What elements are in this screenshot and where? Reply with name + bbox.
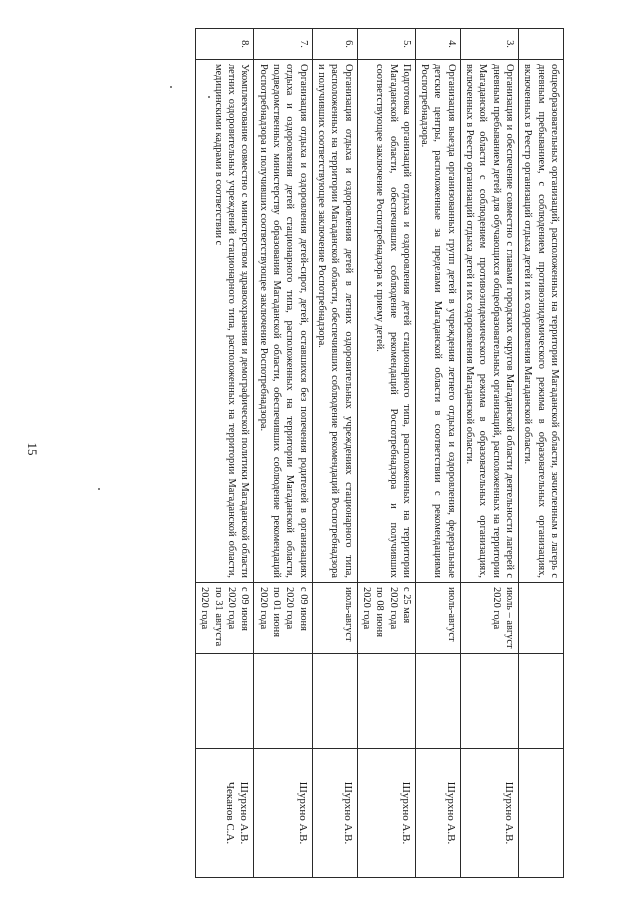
event-description: Организация отдыха и оздоровления детей в летних оздоровительных учреждениях стационарного типа, расположенных на территории Магаданской области, обеспечивших соблюдение рекомендаций Роспотребнадзора и получивших соответствующее заключение Роспотребнадзора.: [312, 60, 357, 583]
action-plan-table: [195, 28, 564, 878]
blank-cell: [519, 654, 564, 749]
term-cell: [460, 583, 518, 654]
term-line: 2020 года: [360, 587, 372, 630]
term-line: по 01 июня: [271, 587, 283, 638]
table-row: [460, 29, 518, 878]
rotated-table-wrapper: [74, 28, 564, 878]
responsible-person: Шурхно А.В.: [341, 781, 354, 845]
blank-cell: [357, 654, 415, 749]
row-number: 7.: [254, 29, 312, 60]
term-line: 2020 года: [226, 587, 238, 630]
event-description: Организация и обеспечение совместно с главами городских округов Магаданской области деятельности лагерей с дневным пребыванием детей для обучающихся общеобразовательных организаций, расположенных на территории Магаданской области с соблюдением противоэпидемического режима в образовательных организациях, включенных в Реестр организаций отдыха детей и их оздоровления Магаданской области.: [460, 60, 518, 583]
table-row: [312, 29, 357, 878]
term-line: по 08 июня: [374, 587, 386, 638]
term-line: 2020 года: [490, 587, 502, 630]
event-description: Организация отдыха и оздоровления детей-сирот, детей, оставшихся без попечения родителей в организациях отдыха и оздоровления детей стационарного типа, расположенных на территории Магаданской области, подведомственных министерству образования Магаданской области, обеспечивших соблюдение рекомендаций Роспотребнадзора и получивших соответствующее заключение Роспотребнадзора.: [254, 60, 312, 583]
responsible-cell: [312, 749, 357, 878]
term-cell: [312, 583, 357, 654]
term-cell: [415, 583, 460, 654]
term-line: 2020 года: [284, 587, 296, 630]
term-cell: [357, 583, 415, 654]
blank-cell: [312, 654, 357, 749]
term-line: июль – август: [504, 587, 516, 649]
responsible-person: Шурхно А.В.: [444, 781, 457, 845]
row-number: 4.: [415, 29, 460, 60]
term-cell: [254, 583, 312, 654]
term-line: июль-август: [342, 587, 354, 642]
responsible-person: Шурхно А.В.: [399, 781, 412, 845]
term-line: с 09 июня: [297, 587, 309, 631]
row-number: [519, 29, 564, 60]
term-line: 2020 года: [199, 587, 211, 630]
term-line: с 09 июня: [239, 587, 251, 631]
term-line: с 25 мая: [400, 587, 412, 624]
blank-cell: [460, 654, 518, 749]
event-description: Укомплектование совместно с министерством здравоохранения и демографической политики Магаданской области летних оздоровительных учреждений стационарного типа, расположенных на территории Магаданской области, медицинскими кадрами в соответствии с: [196, 60, 254, 583]
responsible-cell: [519, 749, 564, 878]
row-number: 8.: [196, 29, 254, 60]
term-line: по 31 августа: [212, 587, 224, 647]
responsible-cell: [460, 749, 518, 878]
table-row: [254, 29, 312, 878]
responsible-cell: [196, 749, 254, 878]
responsible-cell: [415, 749, 460, 878]
responsible-cell: [254, 749, 312, 878]
responsible-person: Шурхно А.В.: [238, 781, 251, 845]
event-description: Организация выезда организованных групп детей в учреждения летнего отдыха и оздоровления, федеральные детские центры, расположенные за пределами Магаданской области в соответствии с рекомендациями Роспотребнадзора.: [415, 60, 460, 583]
responsible-person: Шурхно А.В.: [296, 781, 309, 845]
responsible-person: Шурхно А.В.: [503, 781, 516, 845]
table-row: [357, 29, 415, 878]
table-row: [519, 29, 564, 878]
table-row: [196, 29, 254, 878]
responsible-cell: [357, 749, 415, 878]
term-line: июль-август: [445, 587, 457, 642]
blank-cell: [196, 654, 254, 749]
term-line: 2020 года: [387, 587, 399, 630]
row-number: 6.: [312, 29, 357, 60]
term-cell: [519, 583, 564, 654]
blank-cell: [254, 654, 312, 749]
row-number: 3.: [460, 29, 518, 60]
table-row: [415, 29, 460, 878]
blank-cell: [415, 654, 460, 749]
event-description: Подготовка организаций отдыха и оздоровления детей стационарного типа, расположенных на территории Магаданской области, обеспечивших соблюдение рекомендаций Роспотребнадзора и получивших соответствующее заключение Роспотребнадзора к приему детей.: [357, 60, 415, 583]
term-line: 2020 года: [257, 587, 269, 630]
term-cell: [196, 583, 254, 654]
page-number: 15: [25, 442, 40, 456]
responsible-person: Чеканов С.А.: [224, 781, 237, 845]
row-number: 5.: [357, 29, 415, 60]
event-description: общеобразовательных организаций, расположенных на территории Магаданской области, зачисленным в лагерь с дневным пребыванием, с соблюдением противоэпидемического режима в образовательных организациях, включенных в Реестр организаций отдыха детей и их оздоровления Магаданской области.: [519, 60, 564, 583]
